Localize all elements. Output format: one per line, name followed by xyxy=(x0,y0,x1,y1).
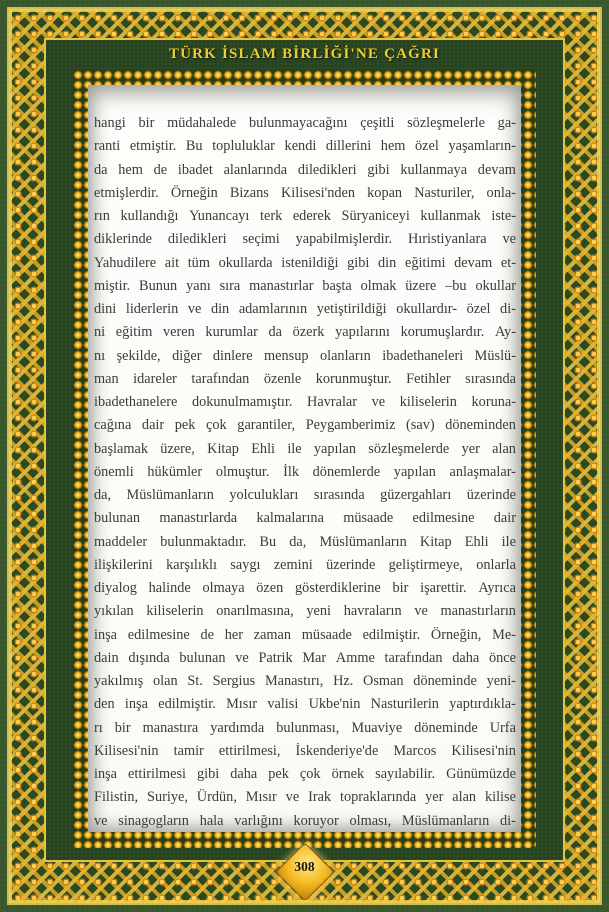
text-line: da hem de ibadet alanlarında diledikleri gibi kullanmaya devam xyxy=(94,161,516,178)
text-line: rı bir manastıra yardımda bulunması, Muaviye döneminde Urfa xyxy=(94,719,516,736)
text-line: ranti etmiştir. Bu topluluklar kendi dillerini hem özel yaşamların- xyxy=(94,138,516,155)
page-paper xyxy=(88,85,521,832)
text-line: dain dışında bulunan ve Patrik Mar Amme tarafından daha önce xyxy=(94,649,516,666)
text-line: maddeler bulunmaktadır. Bu da, Müslümanların Kitap Ehli ile xyxy=(94,533,516,550)
text-line: yıkılan kiliselerin onarılmasına, yeni havraların ve manastırların xyxy=(94,603,516,620)
text-line: Kilisesi'nin tamir ettirilmesi, İskenderiye'de Marcos Kilisesi'nin xyxy=(94,742,516,759)
chapter-title: TÜRK İSLAM BİRLİĞİ'NE ÇAĞRI xyxy=(168,46,441,62)
text-line: ilişkilerini karşılıklı saygı zemini üzerinde geliştirmeye, onlarla xyxy=(94,556,516,573)
text-line: inşa ettirilmesi gibi daha pek çok örnek sayılabilir. Günümüzde xyxy=(94,766,516,782)
text-line: nı şekilde, diğer dinlere mensup olanların ibadethaneleri Müslü- xyxy=(94,347,516,364)
text-line: bulunan manastırlarda kalmalarına müsaade edilmesine dair xyxy=(94,510,516,527)
text-line: önemli hükümler olmuştur. İlk dönemlerde yapılan anlaşmalar- xyxy=(94,463,516,480)
text-line: ibadethanelere dokunulmamıştır. Havralar ve kiliselerin koruna- xyxy=(94,394,516,410)
text-line: inşa edilmesine de her zaman müsaade edilmiştir. Örneğin, Me- xyxy=(94,626,516,643)
text-line: rın kullandığı Yunancayı terk ederek Süryaniceyi kullanmak iste- xyxy=(94,208,516,224)
text-line: Yahudilere ait tüm okullarda istenildiği gibi din eğitimi devam et- xyxy=(94,254,516,271)
text-line: cağına dair pek çok garantiler, Peygamberimiz (sav) döneminden xyxy=(94,417,516,434)
text-line: ve sinagogların hala varlığını koruyor olması, Müslümanların di- xyxy=(94,812,516,829)
text-line: diklerinde diledikleri seçimi yapabilmişlerdir. Hıristiyanlara ve xyxy=(94,231,516,248)
text-line: den inşa edilmiştir. Mısır valisi Ukbe'nin Nasturilerin yaptırdıkla- xyxy=(94,696,516,713)
page-number-medallion xyxy=(276,843,334,901)
text-line: hangi bir müdahalede bulunmayacağını çeşitli sözleşmelerle ga- xyxy=(94,115,516,131)
text-line: etmişlerdir. Örneğin Bizans Kilisesi'nden kopan Nasturiler, onla- xyxy=(94,184,516,201)
body-text xyxy=(94,112,516,832)
text-line: diyalog halinde olmaya özen gösterdiklerine bir işarettir. Ayrıca xyxy=(94,580,516,596)
text-line: da, Müslümanların yolculukları sırasında güzergahları üzerinde xyxy=(94,487,516,503)
text-line: Filistin, Suriye, Ürdün, Mısır ve Irak topraklarında yer alan kilise xyxy=(94,789,516,806)
page-number: 308 xyxy=(294,859,315,874)
text-line: man idareler tarafından özenle korunmuştur. Fetihler sırasında xyxy=(94,370,516,387)
text-line: başlamak üzere, Kitap Ehli ile yapılan sözleşmelerde yer alan xyxy=(94,440,516,457)
text-line: dini liderlerin ve din adamlarının yetiştirildiği okullardır- özel di- xyxy=(94,301,516,317)
text-line: ni eğitim veren kurumlar da özerk yapılarını korumuşlardır. Ay- xyxy=(94,324,516,341)
text-line: miştir. Bunun yanı sıra manastırlar başta olmak üzere –bu okullar xyxy=(94,277,516,294)
text-line: yakılmış olan St. Sergius Manastırı, Hz. Osman döneminde yeni- xyxy=(94,673,516,689)
